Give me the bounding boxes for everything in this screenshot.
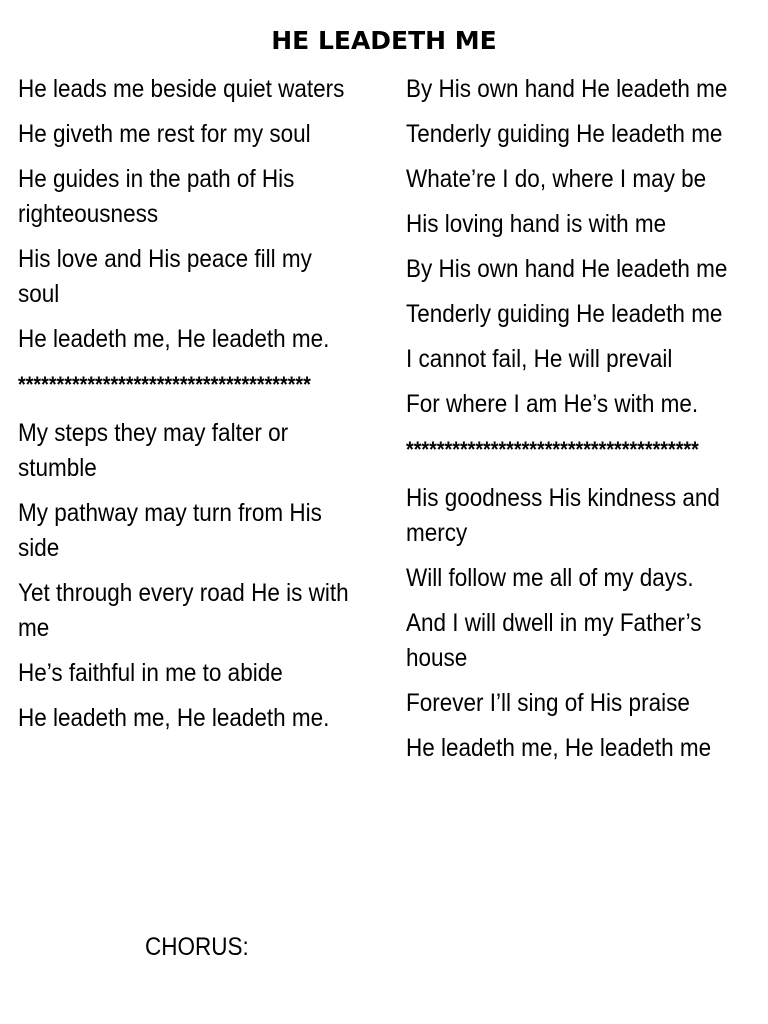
chorus-label: CHORUS: xyxy=(145,933,249,961)
lyric-line: My steps they may falter or stumble xyxy=(18,419,289,482)
asterisk-separator: ************************************** xyxy=(406,437,699,462)
lyric-line: He leadeth me, He leadeth me. xyxy=(18,704,330,732)
lyric-line: He giveth me rest for my soul xyxy=(18,120,311,148)
lyric-line: My pathway may turn from His side xyxy=(18,499,322,562)
lyric-line: Whate’re I do, where I may be xyxy=(406,165,707,193)
lyric-line: Tenderly guiding He leadeth me xyxy=(406,300,723,328)
verse-2 xyxy=(18,416,353,736)
lyric-line: His loving hand is with me xyxy=(406,210,667,238)
verse-3 xyxy=(406,481,741,766)
lyric-line: Yet through every road He is with me xyxy=(18,579,349,642)
lyric-line: He leadeth me, He leadeth me. xyxy=(18,325,330,353)
right-column xyxy=(406,72,741,776)
lyric-line: He’s faithful in me to abide xyxy=(18,659,283,687)
asterisk-separator: ************************************** xyxy=(18,372,311,397)
left-column xyxy=(18,72,353,746)
lyric-line: His goodness His kindness and mercy xyxy=(406,484,720,547)
lyric-line: He guides in the path of His righteousness xyxy=(18,165,295,228)
chorus-lyrics xyxy=(406,72,741,422)
verse-1 xyxy=(18,72,353,357)
song-title: HE LEADETH ME xyxy=(271,26,497,55)
lyric-line: I cannot fail, He will prevail xyxy=(406,345,673,373)
lyric-line: He leads me beside quiet waters xyxy=(18,75,345,103)
lyric-line: And I will dwell in my Father’s house xyxy=(406,609,702,672)
lyric-line: For where I am He’s with me. xyxy=(406,390,699,418)
lyric-line: Will follow me all of my days. xyxy=(406,564,694,592)
lyric-line: He leadeth me, He leadeth me xyxy=(406,734,712,762)
lyric-line: By His own hand He leadeth me xyxy=(406,75,728,103)
lyric-line: Tenderly guiding He leadeth me xyxy=(406,120,723,148)
lyric-line: By His own hand He leadeth me xyxy=(406,255,728,283)
lyric-line: His love and His peace fill my soul xyxy=(18,245,312,308)
lyric-line: Forever I’ll sing of His praise xyxy=(406,689,690,717)
